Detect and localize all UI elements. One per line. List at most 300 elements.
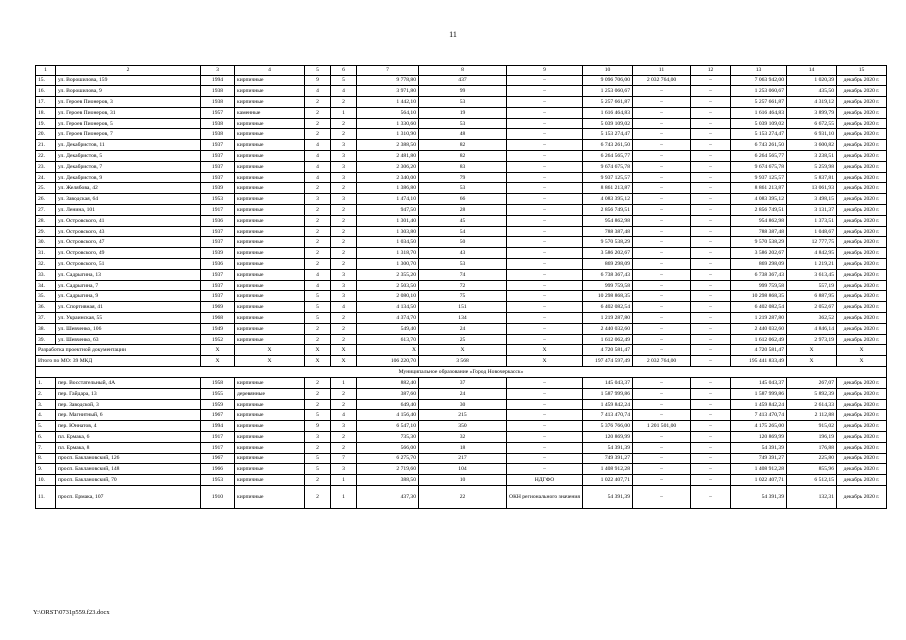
- table-row: [36, 475, 887, 486]
- table-cell: 24.: [36, 172, 56, 183]
- table-cell: –: [507, 432, 583, 443]
- table-cell: 4: [305, 280, 331, 291]
- table-row: [36, 269, 887, 280]
- table-cell: 1937: [201, 226, 235, 237]
- total-row: [36, 356, 887, 367]
- section-header-row: [36, 367, 887, 378]
- table-cell: 350: [419, 421, 507, 432]
- table-cell: 145 043,37: [583, 378, 633, 389]
- table-cell: декабрь 2020 г.: [837, 259, 887, 270]
- table-cell: 1 318,70: [357, 248, 419, 259]
- table-cell: –: [691, 464, 731, 475]
- table-cell: 1 616 464,83: [583, 107, 633, 118]
- table-cell: декабрь 2020 г.: [837, 248, 887, 259]
- table-cell: 915,02: [787, 421, 837, 432]
- table-cell: 1952: [201, 334, 235, 345]
- table-cell: 1937: [201, 269, 235, 280]
- table-cell: декабрь 2020 г.: [837, 161, 887, 172]
- table-cell: 7.: [36, 442, 56, 453]
- table-cell: –: [507, 378, 583, 389]
- table-cell: 99: [419, 86, 507, 97]
- table-cell: декабрь 2020 г.: [837, 442, 887, 453]
- table-cell: декабрь 2020 г.: [837, 107, 887, 118]
- table-cell: пл. Ермака, 6: [56, 432, 201, 443]
- table-cell: декабрь 2020 г.: [837, 334, 887, 345]
- table-cell: 79: [419, 172, 507, 183]
- table-cell: 3 899,79: [787, 107, 837, 118]
- table-cell: 1 612 062,49: [731, 334, 787, 345]
- table-cell: 5: [305, 302, 331, 313]
- table-cell: кирпичные: [235, 172, 305, 183]
- design-docs-row: [36, 345, 887, 356]
- table-row: [36, 129, 887, 140]
- table-cell: декабрь 2020 г.: [837, 432, 887, 443]
- table-cell: 53: [419, 259, 507, 270]
- table-cell: 2: [305, 334, 331, 345]
- table-cell: 435,50: [787, 86, 837, 97]
- table-cell: –: [633, 291, 691, 302]
- table-cell: ул. Героев Пионеров, 31: [56, 107, 201, 118]
- table-cell: 1 408 912,28: [731, 464, 787, 475]
- table-cell: 36.: [36, 302, 56, 313]
- table-cell: 15.: [36, 75, 56, 86]
- table-cell: 1 219 287,80: [731, 313, 787, 324]
- table-cell: 4 134,50: [357, 302, 419, 313]
- table-cell: 1917: [201, 205, 235, 216]
- table-cell: –: [691, 378, 731, 389]
- table-cell: 1937: [201, 172, 235, 183]
- table-cell: декабрь 2020 г.: [837, 280, 887, 291]
- table-cell: 9: [507, 66, 583, 76]
- table-cell: 151: [419, 302, 507, 313]
- table-row: [36, 399, 887, 410]
- table-cell: ул. Декабристов, 5: [56, 151, 201, 162]
- table-cell: –: [691, 388, 731, 399]
- table-cell: –: [633, 302, 691, 313]
- table-cell: 1: [331, 475, 357, 486]
- table-cell: 788 387,48: [731, 226, 787, 237]
- table-cell: –: [507, 280, 583, 291]
- table-cell: 2: [331, 97, 357, 108]
- table-cell: просп. Баклановский, 70: [56, 475, 201, 486]
- table-cell: 30: [419, 399, 507, 410]
- table-cell: 3 600,82: [787, 140, 837, 151]
- table-cell: пл. Ермака, 8: [56, 442, 201, 453]
- table-cell: 1958: [201, 378, 235, 389]
- table-cell: 613,70: [357, 334, 419, 345]
- table-cell: 134: [419, 313, 507, 324]
- table-cell: 1967: [201, 453, 235, 464]
- table-cell: 6.: [36, 432, 56, 443]
- table-cell: 54 391,39: [731, 442, 787, 453]
- table-cell: 1 253 060,67: [583, 86, 633, 97]
- table-cell: X: [305, 356, 331, 367]
- table-cell: 1953: [201, 194, 235, 205]
- table-cell: 176,88: [787, 442, 837, 453]
- table-cell: 82: [419, 151, 507, 162]
- table-cell: 9: [305, 75, 331, 86]
- table-cell: кирпичные: [235, 75, 305, 86]
- table-cell: 4 720 581,47: [731, 345, 787, 356]
- table-cell: 11: [633, 66, 691, 76]
- table-cell: ул. Островского, 43: [56, 226, 201, 237]
- table-cell: 14: [787, 66, 837, 76]
- table-cell: 1994: [201, 421, 235, 432]
- table-cell: 25: [419, 334, 507, 345]
- table-cell: 145 043,37: [731, 378, 787, 389]
- table-cell: 2: [305, 205, 331, 216]
- table-row: [36, 291, 887, 302]
- table-cell: 50: [419, 237, 507, 248]
- table-cell: декабрь 2020 г.: [837, 215, 887, 226]
- table-cell: –: [633, 410, 691, 421]
- table-cell: кирпичные: [235, 323, 305, 334]
- table-cell: –: [691, 118, 731, 129]
- table-row: [36, 237, 887, 248]
- table-cell: 9 778,80: [357, 75, 419, 86]
- table-cell: 5 892,39: [787, 388, 837, 399]
- table-cell: –: [633, 86, 691, 97]
- table-cell: 2 856 749,51: [731, 205, 787, 216]
- table-cell: –: [507, 464, 583, 475]
- table-row: [36, 248, 887, 259]
- table-cell: 26.: [36, 194, 56, 205]
- table-cell: ул. Шевченко, 106: [56, 323, 201, 334]
- table-cell: 749 391,27: [583, 453, 633, 464]
- table-cell: –: [507, 291, 583, 302]
- table-cell: 6 402 082,54: [731, 302, 787, 313]
- table-cell: 197 474 597,49: [583, 356, 633, 367]
- table-cell: 2 440 032,60: [731, 323, 787, 334]
- table-cell: X: [331, 356, 357, 367]
- table-row: [36, 140, 887, 151]
- table-cell: 4 842,95: [787, 248, 837, 259]
- table-cell: 2: [305, 399, 331, 410]
- table-cell: –: [507, 140, 583, 151]
- table-cell: –: [633, 280, 691, 291]
- table-cell: 3: [331, 269, 357, 280]
- table-cell: 6 672,55: [787, 118, 837, 129]
- table-cell: –: [691, 97, 731, 108]
- table-cell: 1938: [201, 118, 235, 129]
- table-cell: 217: [419, 453, 507, 464]
- table-cell: –: [691, 291, 731, 302]
- table-cell: 2: [331, 129, 357, 140]
- table-cell: –: [633, 151, 691, 162]
- table-cell: –: [507, 399, 583, 410]
- table-cell: 54 391,39: [583, 442, 633, 453]
- table-cell: 5: [305, 313, 331, 324]
- table-cell: кирпичные: [235, 464, 305, 475]
- table-cell: 83: [419, 161, 507, 172]
- table-cell: 2: [305, 237, 331, 248]
- table-cell: 5 837,81: [787, 172, 837, 183]
- table-cell: декабрь 2020 г.: [837, 464, 887, 475]
- table-cell: –: [691, 280, 731, 291]
- table-cell: 437,30: [357, 485, 419, 508]
- table-cell: 32: [419, 432, 507, 443]
- table-cell: 15: [837, 66, 887, 76]
- table-cell: кирпичные: [235, 140, 305, 151]
- table-cell: 17.: [36, 97, 56, 108]
- table-cell: –: [507, 215, 583, 226]
- table-cell: –: [691, 183, 731, 194]
- table-cell: 3 568: [419, 356, 507, 367]
- table-cell: 1939: [201, 183, 235, 194]
- table-cell: 5: [305, 453, 331, 464]
- table-cell: 74: [419, 269, 507, 280]
- table-cell: X: [837, 345, 887, 356]
- table-cell: –: [633, 323, 691, 334]
- table-cell: 2 306,20: [357, 161, 419, 172]
- table-cell: 954 862,98: [583, 215, 633, 226]
- table-cell: ул. Ворошилова, 9: [56, 86, 201, 97]
- table-cell: X: [235, 356, 305, 367]
- table-cell: декабрь 2020 г.: [837, 172, 887, 183]
- table-cell: 1 201 501,00: [633, 421, 691, 432]
- table-cell: X: [331, 345, 357, 356]
- table-cell: декабрь 2020 г.: [837, 475, 887, 486]
- table-cell: 1 474,10: [357, 194, 419, 205]
- table-row: [36, 161, 887, 172]
- table-cell: ул. Островского, 41: [56, 215, 201, 226]
- table-cell: 5 257 661,87: [583, 97, 633, 108]
- table-cell: –: [507, 86, 583, 97]
- table-cell: пер. Восстательный, 4А: [56, 378, 201, 389]
- table-cell: 3: [331, 280, 357, 291]
- table-cell: 2: [331, 118, 357, 129]
- table-cell: –: [691, 442, 731, 453]
- table-cell: 5 153 274,47: [731, 129, 787, 140]
- table-cell: –: [507, 259, 583, 270]
- table-cell: 2: [331, 226, 357, 237]
- table-cell: 1 587 999,86: [583, 388, 633, 399]
- table-cell: 6 738 367,43: [731, 269, 787, 280]
- table-cell: кирпичные: [235, 475, 305, 486]
- table-cell: декабрь 2020 г.: [837, 97, 887, 108]
- table-cell: –: [507, 194, 583, 205]
- table-cell: 4 720 581,47: [583, 345, 633, 356]
- table-cell: ул. Героев Пионеров, 7: [56, 129, 201, 140]
- table-cell: 4: [331, 410, 357, 421]
- table-cell: 21.: [36, 140, 56, 151]
- table-cell: 735,30: [357, 432, 419, 443]
- table-cell: декабрь 2020 г.: [837, 388, 887, 399]
- table-cell: –: [633, 248, 691, 259]
- table-cell: 1 301,40: [357, 215, 419, 226]
- table-row: [36, 323, 887, 334]
- table-cell: 27.: [36, 205, 56, 216]
- table-cell: декабрь 2020 г.: [837, 118, 887, 129]
- table-cell: кирпичные: [235, 86, 305, 97]
- table-row: [36, 107, 887, 118]
- table-cell: 1: [331, 485, 357, 508]
- table-row: [36, 97, 887, 108]
- table-cell: 2 481,80: [357, 151, 419, 162]
- table-cell: 999 759,58: [731, 280, 787, 291]
- table-cell: –: [691, 259, 731, 270]
- table-cell: 28.: [36, 215, 56, 226]
- table-cell: ул. Спортивная, 41: [56, 302, 201, 313]
- table-cell: 362,52: [787, 313, 837, 324]
- table-cell: 2: [305, 388, 331, 399]
- table-cell: 1 616 464,83: [731, 107, 787, 118]
- table-cell: 12: [691, 66, 731, 76]
- table-cell: –: [507, 107, 583, 118]
- table-cell: 387,60: [357, 388, 419, 399]
- table-cell: –: [691, 161, 731, 172]
- table-cell: ул. Садрыгина, 7: [56, 280, 201, 291]
- table-cell: 1.: [36, 378, 56, 389]
- table-cell: 2 052,67: [787, 302, 837, 313]
- table-cell: –: [507, 205, 583, 216]
- table-cell: –: [691, 215, 731, 226]
- table-cell: 6 743 261,50: [731, 140, 787, 151]
- table-cell: 564,10: [357, 107, 419, 118]
- table-cell: 4: [331, 86, 357, 97]
- table-cell: 196,19: [787, 432, 837, 443]
- table-cell: –: [633, 334, 691, 345]
- table-cell: 2 503,50: [357, 280, 419, 291]
- table-cell: –: [691, 475, 731, 486]
- table-cell: 1968: [201, 313, 235, 324]
- table-cell: 2: [331, 399, 357, 410]
- table-cell: –: [633, 313, 691, 324]
- table-cell: 5 039 109,02: [731, 118, 787, 129]
- table-cell: кирпичные: [235, 410, 305, 421]
- table-cell: 1949: [201, 323, 235, 334]
- table-cell: 5 376 766,00: [583, 421, 633, 432]
- table-cell: 2: [305, 378, 331, 389]
- table-cell: 2.: [36, 388, 56, 399]
- table-cell: кирпичные: [235, 118, 305, 129]
- table-cell: кирпичные: [235, 269, 305, 280]
- table-cell: 3 498,15: [787, 194, 837, 205]
- table-cell: –: [691, 421, 731, 432]
- table-cell: 1 253 060,67: [731, 86, 787, 97]
- table-row: [36, 388, 887, 399]
- table-cell: кирпичные: [235, 378, 305, 389]
- table-cell: пер. Магнитный, 6: [56, 410, 201, 421]
- table-cell: 2: [331, 183, 357, 194]
- table-cell: –: [633, 172, 691, 183]
- table-cell: 2: [56, 66, 201, 76]
- table-cell: –: [633, 485, 691, 508]
- table-cell: 8.: [36, 453, 56, 464]
- table-cell: кирпичные: [235, 97, 305, 108]
- table-cell: декабрь 2020 г.: [837, 151, 887, 162]
- table-cell: –: [633, 259, 691, 270]
- table-cell: 106 220,70: [357, 356, 419, 367]
- table-cell: 37.: [36, 313, 56, 324]
- table-cell: 3 131,37: [787, 205, 837, 216]
- table-cell: –: [691, 86, 731, 97]
- table-cell: 1 459 842,24: [583, 399, 633, 410]
- table-cell: 5 259,98: [787, 161, 837, 172]
- table-cell: 5 039 109,02: [583, 118, 633, 129]
- table-cell: 32.: [36, 259, 56, 270]
- table-cell: ОКН регионального значения: [507, 485, 583, 508]
- table-cell: X: [507, 345, 583, 356]
- table-cell: 2: [305, 485, 331, 508]
- table-cell: 2 614,33: [787, 399, 837, 410]
- table-cell: 39.: [36, 334, 56, 345]
- table-cell: 5: [305, 291, 331, 302]
- table-cell: пер. Юннатов, 4: [56, 421, 201, 432]
- table-cell: 13: [731, 66, 787, 76]
- table-cell: 22: [419, 485, 507, 508]
- table-cell: 3: [305, 194, 331, 205]
- table-cell: 3: [331, 151, 357, 162]
- table-cell: 10 298 868,35: [731, 291, 787, 302]
- table-cell: кирпичные: [235, 237, 305, 248]
- table-cell: 2: [331, 237, 357, 248]
- table-cell: 4: [235, 66, 305, 76]
- table-cell: 9 674 675,78: [583, 161, 633, 172]
- table-cell: –: [633, 432, 691, 443]
- table-cell: декабрь 2020 г.: [837, 291, 887, 302]
- table-cell: 2: [305, 215, 331, 226]
- table-cell: 66: [419, 194, 507, 205]
- table-cell: 3 586 202,67: [731, 248, 787, 259]
- table-cell: 3: [305, 432, 331, 443]
- table-cell: 2 080,10: [357, 291, 419, 302]
- table-cell: кирпичные: [235, 399, 305, 410]
- table-cell: –: [691, 226, 731, 237]
- table-cell: 1 303,80: [357, 226, 419, 237]
- table-cell: 19: [419, 107, 507, 118]
- table-cell: декабрь 2020 г.: [837, 302, 887, 313]
- table-cell: 7 063 942,00: [731, 75, 787, 86]
- table-cell: ул. Желябова, 42: [56, 183, 201, 194]
- table-cell: 1966: [201, 464, 235, 475]
- table-cell: 1 022 407,71: [731, 475, 787, 486]
- table-cell: 1 219 287,80: [583, 313, 633, 324]
- table-cell: –: [691, 107, 731, 118]
- table-cell: 2: [305, 129, 331, 140]
- table-cell: –: [507, 388, 583, 399]
- table-row: [36, 410, 887, 421]
- table-cell: –: [507, 237, 583, 248]
- table-cell: 999 759,58: [583, 280, 633, 291]
- table-cell: 6 887,95: [787, 291, 837, 302]
- table-cell: 10 298 868,35: [583, 291, 633, 302]
- table-cell: 5 257 661,87: [731, 97, 787, 108]
- table-row: [36, 334, 887, 345]
- table-cell: 22.: [36, 151, 56, 162]
- table-cell: –: [691, 323, 731, 334]
- table-cell: –: [507, 161, 583, 172]
- table-row: [36, 302, 887, 313]
- table-cell: 5: [331, 75, 357, 86]
- table-cell: 1 300,70: [357, 259, 419, 270]
- table-cell: ул. Героев Пионеров, 3: [56, 97, 201, 108]
- table-cell: 6 547,10: [357, 421, 419, 432]
- table-cell: декабрь 2020 г.: [837, 410, 887, 421]
- table-cell: 1 386,80: [357, 183, 419, 194]
- table-cell: 54 391,39: [583, 485, 633, 508]
- table-cell: 4: [305, 151, 331, 162]
- table-cell: 5: [305, 66, 331, 76]
- table-cell: –: [691, 205, 731, 216]
- table-cell: декабрь 2020 г.: [837, 269, 887, 280]
- table-cell: 4 083 395,12: [731, 194, 787, 205]
- table-cell: 43: [419, 248, 507, 259]
- table-row: [36, 421, 887, 432]
- table-cell: –: [507, 453, 583, 464]
- table-cell: –: [691, 485, 731, 508]
- table-cell: 53: [419, 118, 507, 129]
